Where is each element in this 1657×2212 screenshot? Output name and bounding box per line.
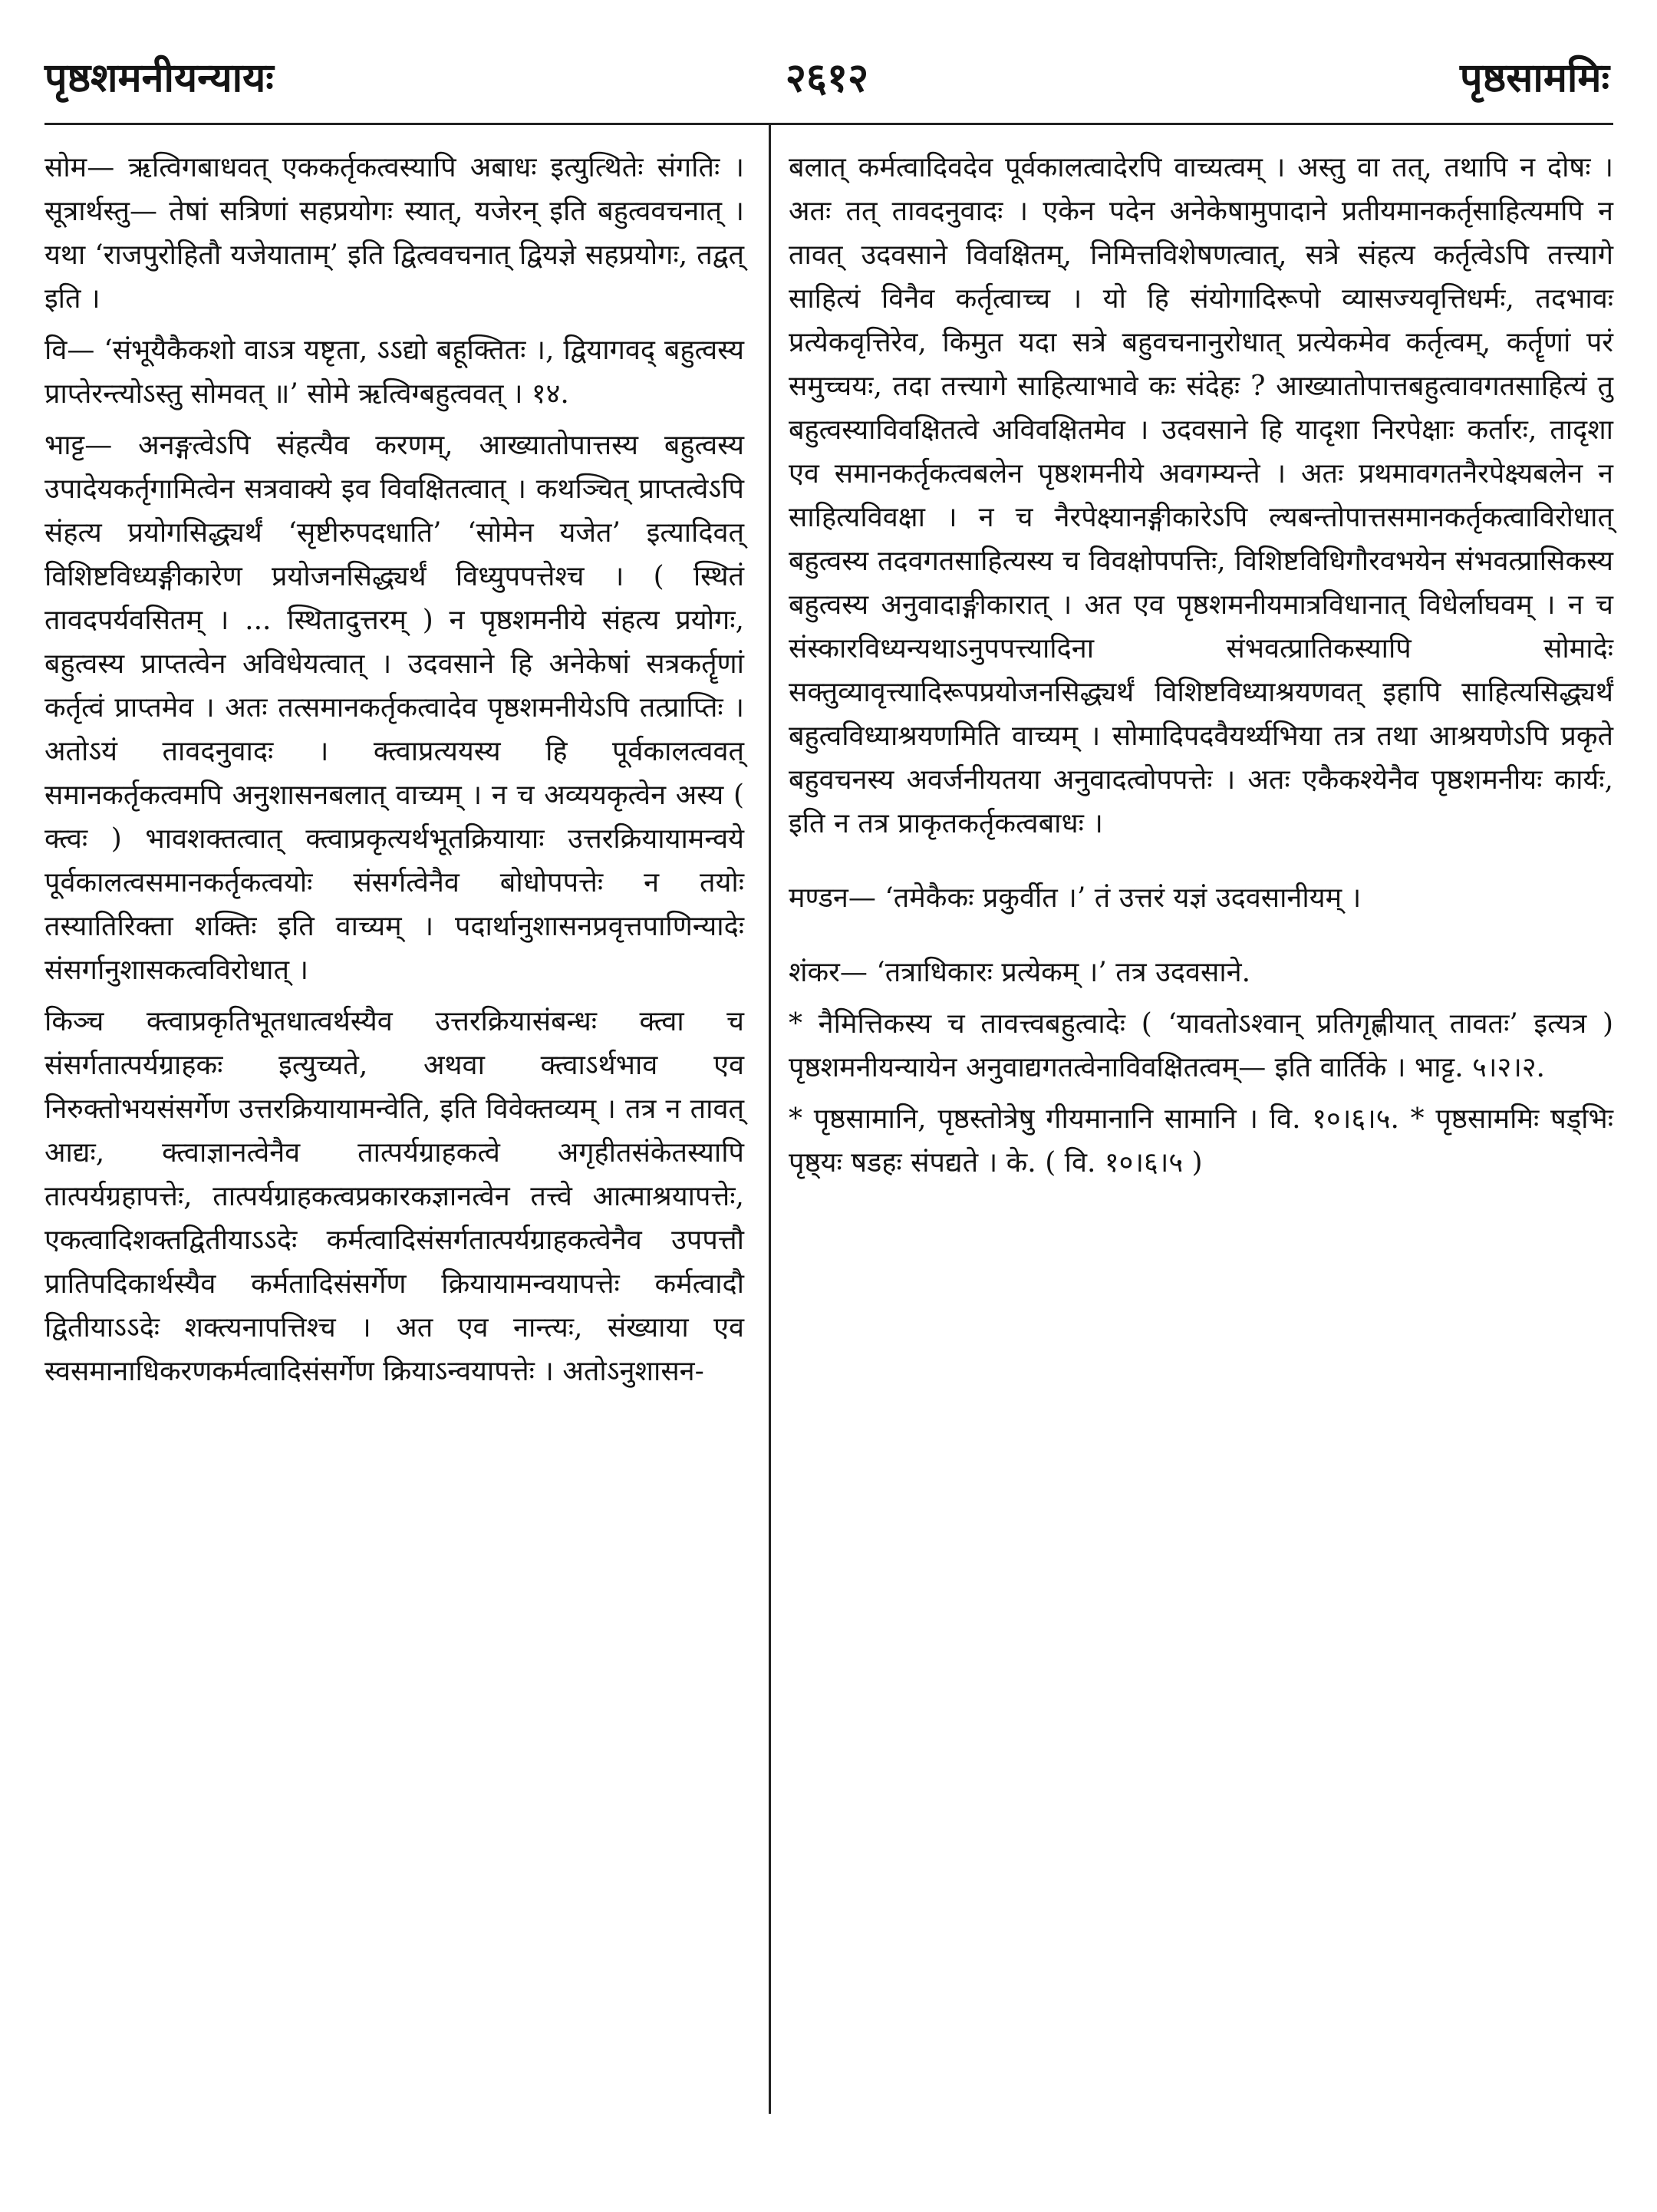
header-left-headword: पृष्ठशमनीयन्यायः xyxy=(44,54,274,101)
page-number: २६१२ xyxy=(785,54,869,101)
column-divider xyxy=(769,123,771,2114)
page-header xyxy=(44,45,1609,114)
entry-vi: वि— ‘संभूयैकैकशो वाऽत्र यष्टृता, ऽऽद्यो बहूक्तितः ।, द्वियागवद् बहुत्वस्य प्राप्तेरन्त्योऽस्तु सोमवत् ॥’ सोमे ऋत्विग्बहुत्ववत् । १४. xyxy=(44,335,744,410)
footnote-naimittika: * नैमित्तिकस्य च तावत्त्वबहुत्वादेः ( ‘यावतोऽश्वान् प्रतिगृह्णीयात् तावतः’ इत्यत्र ) पृष्ठशमनीयन्यायेन अनुवाद्यगतत्वेनाविवक्षितत्वम्— इति वार्तिके । भाट्ट. ५।२।२. xyxy=(789,1008,1613,1083)
footnote-prishthasamani: * पृष्ठसामानि, पृष्ठस्तोत्रेषु गीयमानानि सामानि । वि. १०।६।५. * पृष्ठसाममिः षड्भिः पृष्ठ्यः षडहः संपद्यते । के. ( वि. १०।६।५ ) xyxy=(789,1103,1613,1179)
entry-bhatta: भाट्ट— अनङ्गत्वेऽपि संहत्यैव करणम्, आख्यातोपात्तस्य बहुत्वस्य उपादेयकर्तृगामित्वेन सत्रवाक्ये इव विवक्षितत्वात् । कथञ्चित् प्राप्तत्वेऽपि संहत्य प्रयोगसिद्ध्यर्थं ‘सृष्टीरुपदधाति’ ‘सोमेन यजेत’ इत्यादिवत् विशिष्टविध्यङ्गीकारेण प्रयोजनसिद्ध्यर्थं विध्युपपत्तेश्च । ( स्थितं तावदपर्यवसितम् । ... स्थितादुत्तरम् ) न पृष्ठशमनीये संहत्य प्रयोगः, बहुत्वस्य प्राप्तत्वेन अविधेयत्वात् । उदवसाने हि अनेकेषां सत्रकर्तॄणां कर्तृत्वं प्राप्तमेव । अतः तत्समानकर्तृकत्वादेव पृष्ठशमनीयेऽपि तत्प्राप्तिः । अतोऽयं तावदनुवादः । क्त्वाप्रत्ययस्य हि पूर्वकालत्ववत् समानकर्तृकत्वमपि अनुशासनबलात् वाच्यम् । न च अव्ययकृत्वेन अस्य ( क्त्वः ) भावशक्तत्वात् क्त्वाप्रकृत्यर्थभूतक्रियायाः उत्तरक्रियायामन्वये पूर्वकालत्वसमानकर्तृकत्वयोः संसर्गत्वेनैव बोधोपपत्तेः न तयोः तस्यातिरिक्ता शक्तिः इति वाच्यम् । पदार्थानुशासनप्रवृत्तपाणिन्यादेः संसर्गानुशासकत्वविरोधात् । xyxy=(44,430,744,986)
entry-shankara: शंकर— ‘तत्राधिकारः प्रत्येकम् ।’ तत्र उदवसाने. xyxy=(789,957,1251,988)
header-rule xyxy=(44,123,1613,125)
entry-mandana: मण्डन— ‘तमेकैकः प्रकुर्वीत ।’ तं उत्तरं यज्ञं उदवसानीयम् । xyxy=(789,882,1362,914)
left-column xyxy=(44,146,744,1401)
entry-soma: सोम— ऋत्विगबाधवत् एककर्तृकत्वस्यापि अबाधः इत्युत्थितेः संगतिः । सूत्रार्थस्तु— तेषां सत्रिणां सहप्रयोगः स्यात्, यजेरन् इति बहुत्ववचनात् । यथा ‘राजपुरोहितौ यजेयाताम्’ इति द्वित्ववचनात् द्वियज्ञे सहप्रयोगः, तद्वत् इति । xyxy=(44,152,744,315)
right-column xyxy=(789,146,1613,1192)
entry-kinca: किञ्च क्त्वाप्रकृतिभूतधात्वर्थस्यैव उत्तरक्रियासंबन्धः क्त्वा च संसर्गतात्पर्यग्राहकः इत्युच्यते, अथवा क्त्वाऽर्थभाव एव निरुक्तोभयसंसर्गेण उत्तरक्रियायामन्वेति, इति विवेक्तव्यम् । तत्र न तावत् आद्यः, क्त्वाज्ञानत्वेनैव तात्पर्यग्राहकत्वे अगृहीतसंकेतस्यापि तात्पर्यग्रहापत्तेः, तात्पर्यग्राहकत्वप्रकारकज्ञानत्वेन तत्त्वे आत्माश्रयापत्तेः, एकत्वादिशक्तद्वितीयाऽऽदेः कर्मत्वादिसंसर्गतात्पर्यग्राहकत्वेनैव उपपत्तौ प्रातिपदिकार्थस्यैव कर्मतादिसंसर्गेण क्रियायामन्वयापत्तेः कर्मत्वादौ द्वितीयाऽऽदेः शक्त्यनापत्तिश्च । अत एव नान्त्यः, संख्याया एव स्वसमानाधिकरणकर्मत्वादिसंसर्गेण क्रियाऽन्वयापत्तेः । अतोऽनुशासन- xyxy=(44,1006,744,1387)
header-right-headword: पृष्ठसाममिः xyxy=(1460,54,1609,101)
entry-continuation: बलात् कर्मत्वादिवदेव पूर्वकालत्वादेरपि वाच्यत्वम् । अस्तु वा तत्, तथापि न दोषः । अतः तत् तावदनुवादः । एकेन पदेन अनेकेषामुपादाने प्रतीयमानकर्तृसाहित्यमपि न तावत् उदवसाने विवक्षितम्, निमित्तविशेषणत्वात्, सत्रे संहत्य कर्तृत्वेऽपि तत्त्यागे साहित्यं विनैव कर्तृत्वाच्च । यो हि संयोगादिरूपो व्यासज्यवृत्तिधर्मः, तदभावः प्रत्येकवृत्तिरेव, किमुत यदा सत्रे बहुवचनानुरोधात् प्रत्येकमेव कर्तृत्वम्, कर्तॄणां परं समुच्चयः, तदा तत्त्यागे साहित्याभावे कः संदेहः ? आख्यातोपात्तबहुत्वावगतसाहित्यं तु बहुत्वस्याविवक्षितत्वे अविवक्षितमेव । उदवसाने हि यादृशा निरपेक्षाः कर्तारः, तादृशा एव समानकर्तृकत्वबलेन पृष्ठशमनीये अवगम्यन्ते । अतः प्रथमावगतनैरपेक्ष्यबलेन न साहित्यविवक्षा । न च नैरपेक्ष्यानङ्गीकारेऽपि ल्यबन्तोपात्तसमानकर्तृकत्वाविरोधात् बहुत्वस्य तदवगतसाहित्यस्य च विवक्षोपपत्तिः, विशिष्टविधिगौरवभयेन संभवत्प्रासिकस्य बहुत्वस्य अनुवादाङ्गीकारात् । अत एव पृष्ठशमनीयमात्रविधानात् विधेर्लाघवम् । न च संस्कारविध्यन्यथाऽनुपपत्त्यादिना संभवत्प्रातिकस्यापि सोमादेः सक्तुव्यावृत्त्यादिरूपप्रयोजनसिद्ध्यर्थं विशिष्टविध्याश्रयणवत् इहापि साहित्यसिद्ध्यर्थं बहुत्वविध्याश्रयणमिति वाच्यम् । सोमादिपदवैयर्थ्यभिया तत्र तथा आश्रयणेऽपि प्रकृते बहुवचनस्य अवर्जनीयतया अनुवादत्वोपपत्तेः । अतः एकैकश्येनैव पृष्ठशमनीयः कार्यः, इति न तत्र प्राकृतकर्तृकत्वबाधः । xyxy=(789,152,1613,839)
